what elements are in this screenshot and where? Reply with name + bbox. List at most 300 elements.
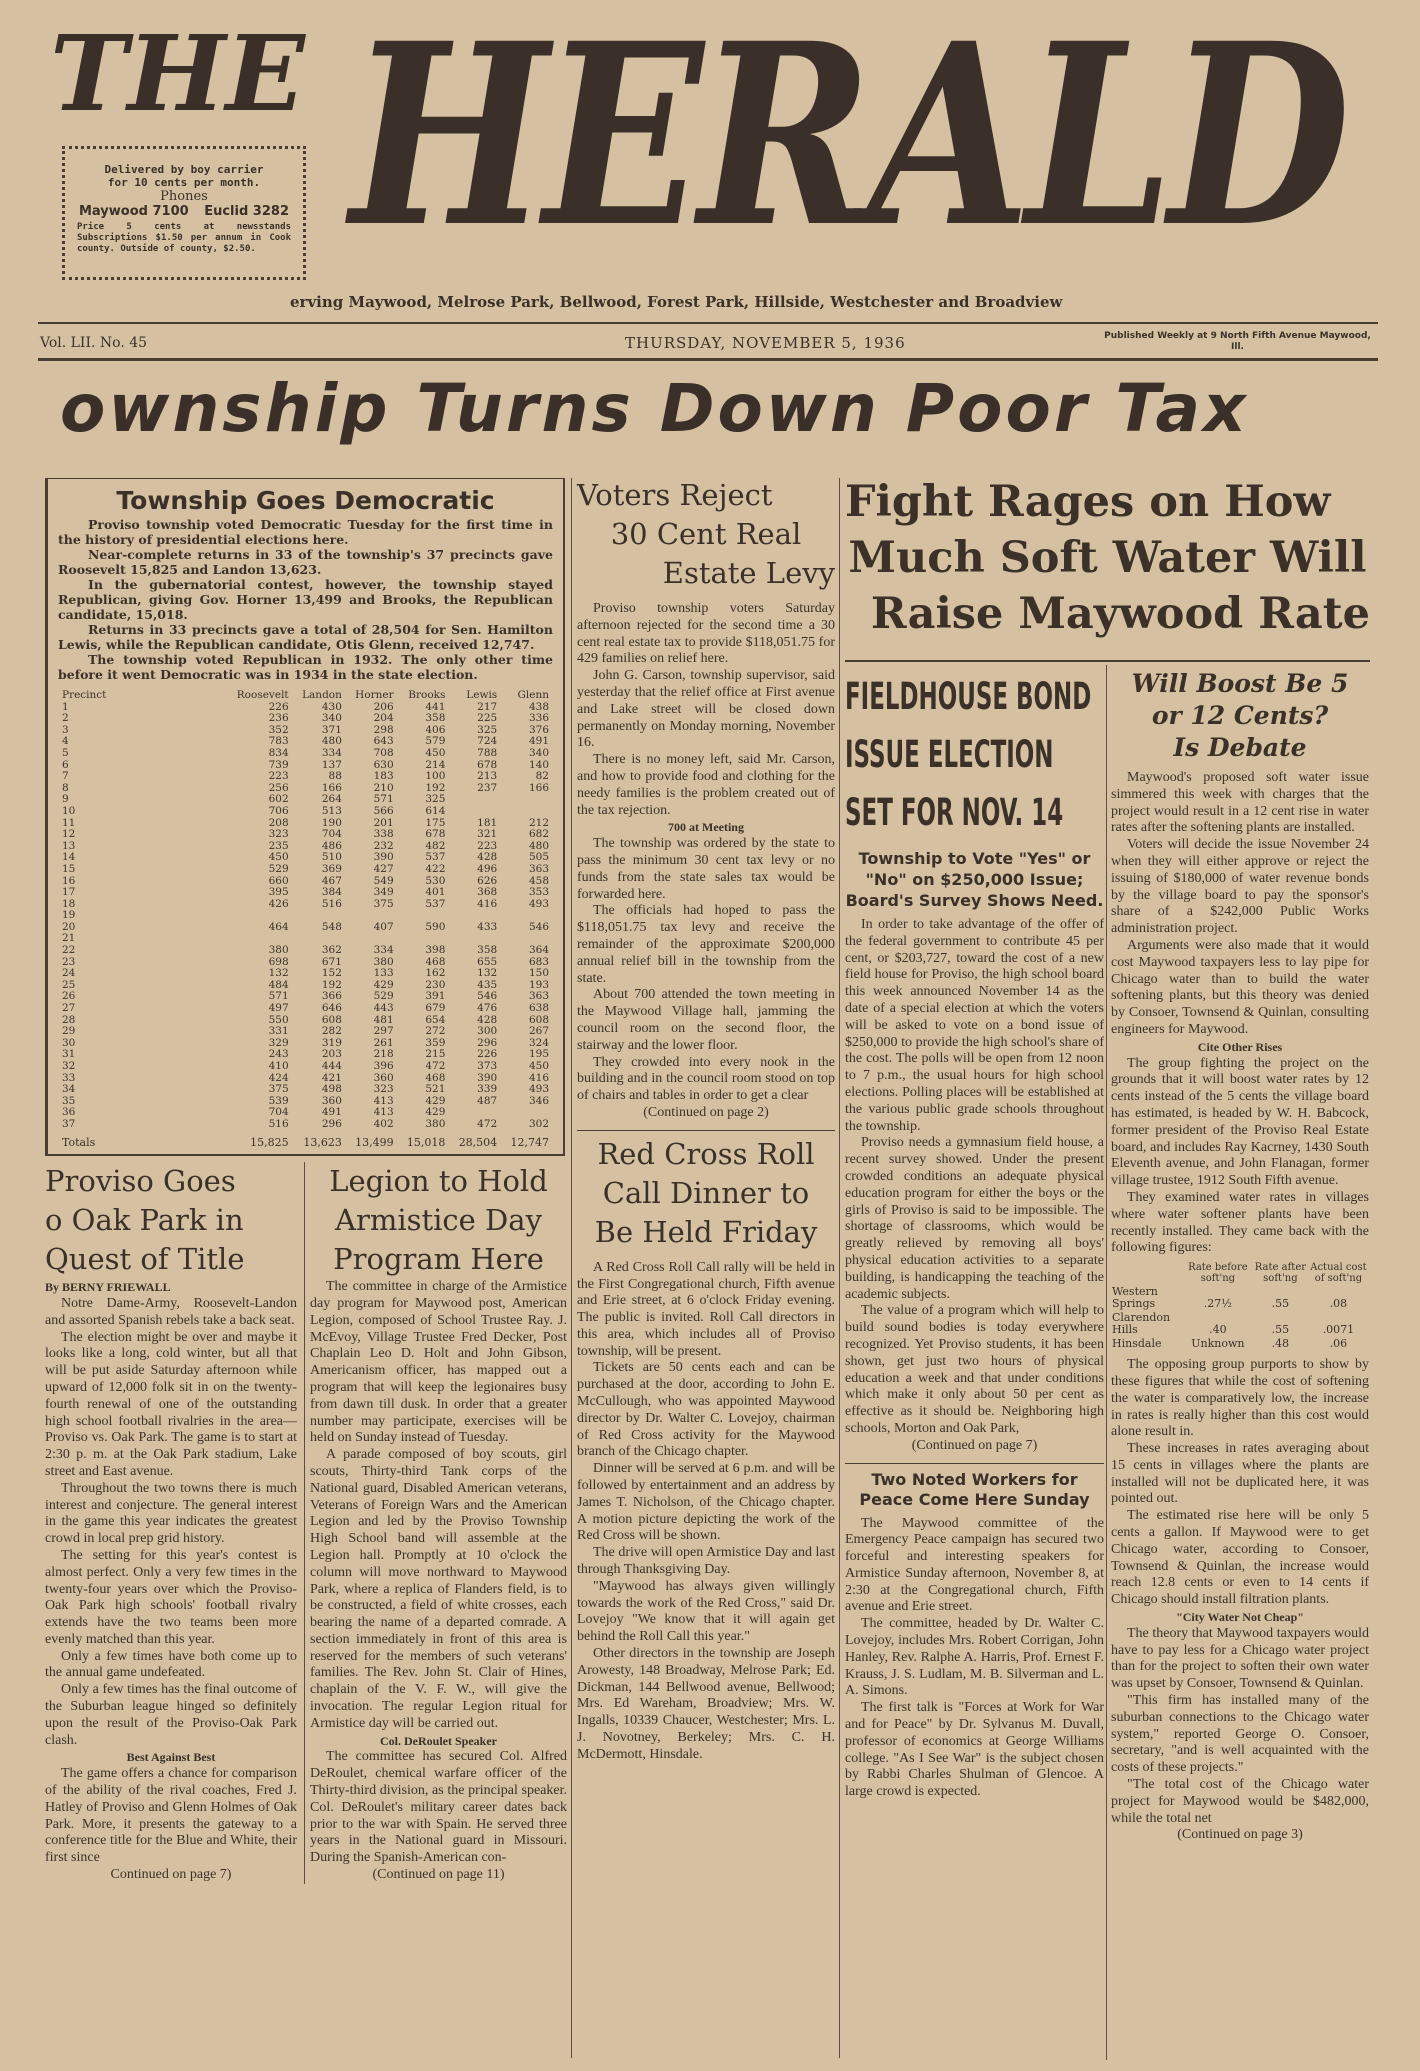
cell-value: 358: [477, 944, 498, 957]
paragraph: Only a few times have both come up to the annual game undefeated.: [45, 1648, 297, 1681]
cell-value: 162: [425, 967, 446, 980]
cell-value: 296: [321, 1117, 342, 1130]
continued-note[interactable]: (Continued on page 3): [1177, 1827, 1303, 1843]
paragraph: A Red Cross Roll Call rally will be held in the First Congregational church, Fifth avenue and Erie street, at 6 o'clock Friday evening. The public is invited. Roll Call directors in this area, which includes all of Proviso township, will be present.: [577, 1259, 835, 1359]
cell-value: 390: [477, 1071, 498, 1084]
cell-value: 396: [373, 1060, 394, 1072]
cell-value: 195: [528, 1048, 549, 1061]
paragraph: "This firm has installed many of the suburban connections to the Chicago water system," reported George O. Consoer, secretary, "and is well acquainted with the costs of these projects.": [1111, 1693, 1369, 1776]
cell-value: [501, 806, 553, 818]
cell-value: 783: [268, 735, 289, 748]
cell-value: 739: [268, 758, 289, 771]
cell-value: 655: [477, 955, 498, 968]
cell-value: 430: [321, 700, 342, 713]
cell-value: 324: [528, 1036, 549, 1049]
cell-value: 12,747: [510, 1135, 549, 1149]
paragraph: The setting for this year's contest is almost perfect. Only a very few times in the twenty-four years over which the Proviso-Oak Park high schools' football rivalry extends have the two teams been more evenly matched than this year.: [45, 1547, 297, 1647]
cell-value: 444: [321, 1060, 342, 1072]
cell-value: 323: [373, 1083, 394, 1096]
column-header: Rate after soft'ng: [1254, 1262, 1307, 1285]
cell-value: 256: [268, 781, 289, 794]
cell-value: 472: [425, 1060, 446, 1072]
cell-value: 363: [528, 862, 549, 875]
table-row: [58, 783, 553, 795]
cell-value: 218: [373, 1048, 394, 1061]
headline-line: Raise Maywood Rate: [870, 589, 1370, 639]
article-body-proviso-goes: [45, 1279, 297, 1884]
cell-value: 339: [477, 1083, 498, 1096]
cell-value: 375: [373, 897, 394, 910]
paragraph: A parade composed of boy scouts, girl scouts, Thirty-third Tank corps of the National guard, Disabled American veterans, Veterans of Foreign Wars and the American Legion and led by the Proviso Township High School band will assemble at the Legion hall. Promptly at 10 o'clock the column will move northward to Maywood Park, where a replica of Flanders field, is to be constructed, a field of white crosses, each bearing the name of a departed comrade. A section immediately in front of this area is reserved for the members of such veterans' families. The Rev. John St. Clair of Hines, chaplain of the V. F. W., will give the invocation. The regular Legion ritual for Armistice day will be carried out.: [310, 1447, 567, 1731]
cell-value: 272: [425, 1025, 446, 1038]
paragraph: The election might be over and maybe it looks like a long, cold winter, but all that will be put aside Saturday afternoon while upward of 12,000 folk sit in on the twenty-fourth renewal of one of the outstanding high school football rivalries in the area—Proviso vs. Oak Park. The game is to start at 2:30 p. m. at the Oak Park stadium, Lake street and East avenue.: [45, 1329, 297, 1479]
paragraph: In order to take advantage of the offer of the federal government to contribute 45 per cent, or $203,727, toward the cost of a new field house for Proviso, the high school board this week announced November 14 as the date of a special election at which the voters will be asked to vote on a bond issue of $250,000 to provide the high school's share of the cost. The polls will be open from 12 noon to 7 p.m., the usual hours for high school elections. Polling places will be established at the various public grade schools throughout the township.: [845, 917, 1104, 1134]
cell-value: 704: [321, 828, 342, 841]
headline-line: Armistice Day: [335, 1203, 542, 1238]
cell-value: 384: [321, 886, 342, 899]
phone-numbers: [65, 204, 303, 219]
row-label: 29: [62, 1025, 76, 1038]
cell-value: 630: [373, 758, 394, 771]
cell-value: [449, 794, 501, 806]
cell-value: 398: [425, 944, 446, 957]
cell-value: 468: [425, 955, 446, 968]
paragraph: These increases in rates averaging about 15 cents in villages where the plants are installed will not be duplicated here, it was pointed out.: [1111, 1441, 1369, 1507]
cell-value: 323: [268, 828, 289, 841]
cell-value: 406: [425, 723, 446, 736]
row-label: 5: [62, 746, 69, 759]
paragraph: John G. Carson, township supervisor, said yesterday that the relief office at First avenue and Lake street will be closed down permanently on Monday morning, November 16.: [577, 668, 835, 751]
table-row: [58, 748, 553, 760]
row-label: 9: [62, 793, 69, 806]
tagline: erving Maywood, Melrose Park, Bellwood, Forest Park, Hillside, Westchester and Broadview: [290, 293, 1063, 311]
article-headline-voters-reject: [577, 476, 835, 593]
paragraph: The opposing group purports to show by these figures that while the cost of softening the water is comparatively low, the increase in rates is really higher than this cost would alone result in.: [1111, 1357, 1369, 1440]
paragraph: Other directors in the township are Joseph Arowesty, 148 Broadway, Melrose Park; Ed. Dickman, 144 Bellwood avenue, Bellwood; Mrs. Ed Wareham, Broadview; Mrs. W. Ingalls, 10339 Chaucer, Westchester; Mrs. L. J. Novotney, Berkeley; Mrs. C. H. McDermott, Hinsdale.: [577, 1646, 835, 1762]
left-block: [45, 478, 567, 1884]
cell-value: 192: [425, 781, 446, 794]
cell-value: 375: [268, 1083, 289, 1096]
article-headline-proviso-goes: [45, 1162, 297, 1279]
table-row: [58, 922, 553, 934]
column-rule: [1106, 665, 1107, 2060]
cell-value: 352: [268, 723, 289, 736]
article-body-part: [1111, 1357, 1369, 1844]
paragraph: The estimated rise here will be only 5 cents a gallon. If Maywood were to get Chicago water, according to Consoer, Townsend & Quinlan, the increase would reach 12.8 cents or even to 14 cents if Chicago should install filtration plants.: [1111, 1508, 1369, 1608]
cell-value: 213: [477, 770, 498, 783]
headline-line: Proviso Goes: [45, 1164, 236, 1199]
article-body-legion: [310, 1279, 567, 1884]
cell-value: 380: [425, 1117, 446, 1130]
cell-value: 336: [528, 712, 549, 725]
headline-line: Quest of Title: [45, 1242, 245, 1277]
cell-value: 484: [268, 978, 289, 991]
cell-value: 208: [268, 816, 289, 829]
cell-value: 132: [268, 967, 289, 980]
cell-value: 708: [373, 746, 394, 759]
cell-value: 724: [477, 735, 498, 748]
paragraph: The first talk is "Forces at Work for War and for Peace" by Dr. Sylvanus M. Duvall, professor of economics at George Williams college. "As I See War" is the subject chosen by Rabbi Charles Shulman of Glencoe. A large crowd is expected.: [845, 1700, 1104, 1800]
paragraph: Near-complete returns in 33 of the township's 37 precincts gave Roosevelt 15,825 and Landon 13,623.: [58, 547, 553, 577]
fieldhouse-headline-wrap: [845, 668, 1107, 844]
cell-value: 362: [321, 944, 342, 957]
cell-value: 429: [425, 1106, 446, 1119]
row-label: Totals: [62, 1135, 96, 1149]
paragraph: The value of a program which will help to build sound bodies is today everywhere recognized. Yet Proviso students, it has been shown, get just two hours of physical education a week and that under conditions which make it only about 50 per cent as effective as it should be. Neighboring high schools, Morton and Oak Park,: [845, 1303, 1104, 1436]
subhead: Cite Other Rises: [1197, 1039, 1283, 1054]
cell-value: 225: [477, 712, 498, 725]
continued-note[interactable]: (Continued on page 7): [911, 1437, 1038, 1453]
cell-value: 704: [268, 1106, 289, 1119]
cell-value: 232: [373, 839, 394, 852]
table-row: [58, 864, 553, 876]
cell-value: 100: [425, 770, 446, 783]
issue-date: THURSDAY, NOVEMBER 5, 1936: [625, 334, 906, 352]
cell-value: 683: [528, 955, 549, 968]
table-header-row: [1111, 1261, 1369, 1285]
paragraph: The committee, headed by Dr. Walter C. Lovejoy, includes Mrs. Robert Corrigan, John Hanley, Rev. Ralphe A. Harris, Prof. Ernest F. Krauss, J. S. Ludlam, M. B. Silverman and L. A. Simons.: [845, 1616, 1104, 1699]
cell-value: 487: [477, 1094, 498, 1107]
cell-value: 468: [425, 1071, 446, 1084]
delivery-line: Delivered by boy carrier: [104, 163, 264, 176]
cell-value: 13,499: [355, 1135, 394, 1149]
publisher-info: Published Weekly at 9 North Fifth Avenue Maywood, Ill.: [1104, 331, 1371, 352]
paragraph: The officials had hoped to pass the $118,051.75 tax levy and receive the remainder of the approximate $200,000 annual relief bill in the township from the state.: [577, 903, 835, 986]
cell-value: 282: [321, 1025, 342, 1038]
article-body-will-boost: [1111, 770, 1369, 1844]
paragraph: Throughout the two towns there is much interest and conjecture. The general interest in the game this year indicates the greatest crowd in local prep grid history.: [45, 1480, 297, 1547]
continued-note[interactable]: (Continued on page 2): [643, 1104, 769, 1120]
cell-value: .27½: [1203, 1297, 1232, 1311]
table-row: [58, 1119, 553, 1131]
cell-value: 206: [373, 700, 394, 713]
row-label: 25: [62, 978, 76, 991]
row-label: 24: [62, 967, 76, 980]
row-label: 22: [62, 944, 76, 957]
cell-value: 133: [373, 967, 394, 980]
cell-value: 788: [477, 746, 498, 759]
cell-value: 467: [321, 874, 342, 887]
cell-value: 706: [268, 804, 289, 817]
cell-value: 678: [425, 828, 446, 841]
row-label: 16: [62, 874, 76, 887]
headline-line: o Oak Park in: [45, 1203, 244, 1238]
cell-value: 410: [268, 1060, 289, 1072]
row-label: 18: [62, 897, 76, 910]
cell-value: 28,504: [458, 1135, 498, 1149]
headline-line: Red Cross Roll: [597, 1136, 815, 1171]
row-label: Western Springs: [1112, 1285, 1158, 1311]
row-label: 17: [62, 886, 76, 899]
cell-value: 193: [528, 978, 549, 991]
cell-value: 346: [528, 1094, 549, 1107]
row-label: 2: [62, 712, 69, 725]
paragraph: The committee in charge of the Armistice day program for Maywood post, American Legion, composed of School Trustee Ray. J. McEvoy, Village Trustee Fred Decker, Post Chaplain Leo D. Holt and John Gibson, Americanism officer, has mapped out a program that will keep the legionaires busy from dawn till dusk. In order that a greater number may participate, exercises will be held on Sunday instead of Tuesday.: [310, 1279, 567, 1446]
cell-value: 380: [373, 955, 394, 968]
cell-value: 458: [528, 874, 549, 887]
table-row: [58, 794, 553, 806]
continued-note[interactable]: (Continued on page 11): [372, 1867, 505, 1883]
cell-value: 236: [268, 712, 289, 725]
cell-value: 132: [477, 967, 498, 980]
cell-value: 493: [528, 897, 549, 910]
cell-value: 215: [425, 1048, 446, 1061]
column-header: Rate before soft'ng: [1188, 1262, 1248, 1285]
article-body-part: [1111, 770, 1369, 1257]
cell-value: 380: [268, 944, 289, 957]
cell-value: 214: [425, 758, 446, 771]
cell-value: 401: [425, 886, 446, 899]
cell-value: .08: [1329, 1297, 1348, 1311]
cell-value: .55: [1271, 1323, 1290, 1337]
paragraph: The township voted Republican in 1932. The only other time before it went Democratic was in 1934 in the state election.: [58, 652, 553, 682]
cell-value: 140: [528, 758, 549, 771]
row-label: 31: [62, 1048, 76, 1061]
row-label: 11: [62, 816, 76, 829]
cell-value: 391: [425, 990, 446, 1003]
column-four: [845, 668, 1104, 1801]
continued-note[interactable]: Continued on page 7): [110, 1867, 232, 1883]
column-proviso-goes: [45, 1162, 297, 1884]
cell-value: 210: [373, 781, 394, 794]
paragraph: About 700 attended the town meeting in the Maywood Village hall, jamming the council room on the second floor, the stairway and the lower floor.: [577, 987, 835, 1053]
cell-value: 660: [268, 874, 289, 887]
cell-value: 340: [528, 746, 549, 759]
cell-value: 682: [528, 828, 549, 841]
cell-value: 530: [425, 874, 446, 887]
row-label: 27: [62, 1002, 76, 1015]
headline-line: or 12 Cents?: [1151, 701, 1329, 730]
cell-value: 571: [268, 990, 289, 1003]
cell-value: 491: [528, 735, 549, 748]
row-label: 13: [62, 839, 76, 852]
cell-value: 296: [477, 1036, 498, 1049]
cell-value: 638: [528, 1002, 549, 1015]
row-label: 23: [62, 955, 76, 968]
headline-line: Is Debate: [1173, 733, 1307, 762]
cell-value: 626: [477, 874, 498, 887]
cell-value: 481: [373, 1013, 394, 1026]
cell-value: 549: [373, 874, 394, 887]
price-info: Price 5 cents at newsstands Subscriptions $1.50 per annum in Cook county. Outside of county, $2.50.: [77, 222, 291, 254]
article-body-red-cross: [577, 1260, 835, 1764]
cell-value: 464: [268, 920, 289, 933]
cell-value: 298: [373, 723, 394, 736]
row-label: 37: [62, 1117, 76, 1130]
paragraph: Tickets are 50 cents each and can be purchased at the door, according to John E. McCullough, who was appointed Maywood director by Dr. Walter C. Lovejoy, chairman of Red Cross activity for the Maywood branch of the Chicago chapter.: [577, 1360, 835, 1460]
paragraph: Returns in 33 precincts gave a total of 28,504 for Sen. Hamilton Lewis, while the Republican candidate, Otis Glenn, received 12,747.: [58, 622, 553, 652]
cell-value: 338: [373, 828, 394, 841]
article-body-fieldhouse: [845, 917, 1104, 1455]
cell-value: 181: [477, 816, 498, 829]
cell-value: 137: [321, 758, 342, 771]
cell-value: 546: [477, 990, 498, 1003]
article-headline: Township Goes Democratic: [116, 486, 495, 515]
headline-line: Will Boost Be 5: [1131, 669, 1349, 698]
phones-label: Phones: [160, 189, 208, 204]
paragraph: "The total cost of the Chicago water project for Maywood would be $482,000, while the total net: [1111, 1777, 1369, 1826]
cell-value: 358: [425, 712, 446, 725]
cell-value: 643: [373, 735, 394, 748]
divider: [845, 660, 1370, 662]
cell-value: 360: [373, 1071, 394, 1084]
cell-value: 602: [268, 793, 289, 806]
cell-value: [449, 806, 501, 818]
cell-value: 679: [425, 1002, 446, 1015]
cell-value: 413: [373, 1106, 394, 1119]
cell-value: 390: [373, 851, 394, 864]
cell-value: 428: [477, 1013, 498, 1026]
cell-value: 450: [268, 851, 289, 864]
column-header: Precinct: [62, 689, 107, 701]
cell-value: .0071: [1322, 1323, 1355, 1337]
cell-value: 363: [528, 990, 549, 1003]
paragraph: Notre Dame-Army, Roosevelt-Landon and assorted Spanish rebels take a back seat.: [45, 1295, 297, 1328]
cell-value: 334: [373, 944, 394, 957]
row-label: 26: [62, 990, 76, 1003]
subhead: Best Against Best: [126, 1750, 216, 1765]
cell-value: 15,825: [250, 1135, 289, 1149]
cell-value: 413: [373, 1094, 394, 1107]
cell-value: 427: [373, 862, 394, 875]
column-rule: [571, 478, 572, 2058]
cell-value: 325: [477, 723, 498, 736]
phone-euclid: Euclid 3282: [204, 204, 289, 219]
divider: [38, 358, 1378, 361]
cell-value: 698: [268, 955, 289, 968]
row-label: 21: [62, 932, 76, 945]
headline-line: FIELDHOUSE BOND: [845, 675, 1092, 718]
cell-value: 190: [321, 816, 342, 829]
cell-value: .48: [1271, 1337, 1290, 1351]
cell-value: 421: [321, 1071, 342, 1084]
cell-value: 429: [425, 1094, 446, 1107]
article-headline-legion: [310, 1162, 567, 1279]
table-row: [1111, 1311, 1369, 1337]
cell-value: 152: [321, 967, 342, 980]
subhead: 700 at Meeting: [668, 820, 744, 835]
cell-value: .40: [1209, 1323, 1227, 1337]
paragraph: "Maywood has always given willingly towards the work of the Red Cross," said Dr. Lovejoy "We know that it will again get behind the Roll Call this year.": [577, 1578, 835, 1645]
cell-value: 15,018: [406, 1135, 446, 1149]
cell-value: 579: [425, 735, 446, 748]
cell-value: 433: [477, 920, 498, 933]
headline-line: Program Here: [333, 1242, 544, 1277]
cell-value: 590: [425, 920, 446, 933]
cell-value: 203: [321, 1048, 342, 1061]
cell-value: 537: [425, 851, 446, 864]
cell-value: 438: [528, 700, 549, 713]
cell-value: 521: [425, 1083, 446, 1096]
cell-value: 493: [528, 1083, 549, 1096]
paragraph: Only a few times has the final outcome of the Suburban league hinged so definitely upon the result of the Proviso-Oak Park clash.: [45, 1682, 297, 1748]
cell-value: 300: [477, 1025, 498, 1038]
row-label: 8: [62, 781, 69, 794]
row-label: 34: [62, 1083, 76, 1096]
column-header: [1111, 1261, 1183, 1285]
cell-value: 175: [425, 816, 446, 829]
cell-value: 264: [321, 793, 342, 806]
column-three: [577, 476, 835, 1764]
cell-value: 359: [425, 1036, 446, 1049]
cell-value: 491: [321, 1106, 342, 1119]
cell-value: 476: [477, 1002, 498, 1015]
column-legion: [304, 1162, 567, 1884]
cell-value: 331: [268, 1025, 289, 1038]
cell-value: 226: [477, 1048, 498, 1061]
delivery-info-box: [62, 146, 306, 280]
cell-value: 329: [268, 1036, 289, 1049]
article-headline-fight-rages: [845, 474, 1370, 642]
headline-line: SET FOR NOV. 14: [845, 791, 1064, 834]
row-label: 12: [62, 828, 76, 841]
cell-value: 450: [528, 1060, 549, 1072]
cell-value: 546: [528, 920, 549, 933]
column-header: Actual cost of soft'ng: [1310, 1262, 1367, 1285]
cell-value: 395: [268, 886, 289, 899]
table-row: [58, 829, 553, 841]
cell-value: 369: [321, 862, 342, 875]
cell-value: 319: [321, 1036, 342, 1049]
cell-value: 537: [425, 897, 446, 910]
row-label: Clarendon Hills: [1112, 1311, 1171, 1337]
cell-value: 450: [425, 746, 446, 759]
row-label: 20: [62, 920, 76, 933]
paragraph: In the gubernatorial contest, however, the township stayed Republican, giving Gov. Horner 13,499 and Brooks, the Republican candidate, 15,018.: [58, 577, 553, 622]
cell-value: 243: [268, 1048, 289, 1061]
cell-value: 230: [425, 978, 446, 991]
cell-value: 353: [528, 886, 549, 899]
cell-value: 571: [373, 793, 394, 806]
cell-value: 349: [373, 886, 394, 899]
headline-line: ISSUE ELECTION: [845, 733, 1054, 776]
paragraph: The drive will open Armistice Day and last through Thanksgiving Day.: [577, 1545, 835, 1578]
cell-value: 654: [425, 1013, 446, 1026]
article-headline-will-boost: [1111, 668, 1369, 764]
paragraph: The theory that Maywood taxpayers would have to pay less for a Chicago water project than for the project to soften their own water was upset by Consoer, Townsend & Quinlan.: [1111, 1625, 1369, 1692]
cell-value: 614: [425, 804, 446, 817]
totals-row: [58, 1131, 553, 1149]
paragraph: Maywood's proposed soft water issue simmered this week with charges that the project would result in a 12 cent rise in water rates after the softening plants are installed.: [1111, 770, 1369, 836]
table-row: [1111, 1337, 1369, 1351]
column-header: Glenn: [517, 689, 549, 701]
cell-value: 192: [321, 978, 342, 991]
article-headline-two-noted: Two Noted Workers for Peace Come Here Sunday: [845, 1463, 1104, 1510]
cell-value: 426: [268, 897, 289, 910]
table-row: [1111, 1285, 1369, 1311]
cell-value: 529: [373, 990, 394, 1003]
table-row: [58, 806, 553, 818]
cell-value: 235: [268, 839, 289, 852]
cell-value: 183: [373, 770, 394, 783]
headline-line: Voters Reject: [577, 478, 773, 512]
row-label: 1: [62, 700, 69, 713]
table-header-row: [58, 690, 553, 702]
row-label: 4: [62, 735, 69, 748]
delivery-line: for 10 cents per month.: [107, 176, 261, 189]
table-row: [58, 1061, 553, 1073]
cell-value: 428: [477, 851, 498, 864]
paragraph: The group fighting the project on the grounds that it will boost water rates by 12 cents instead of the 5 cents the village board has estimated, is headed by W. H. Babcock, former president of the Proviso Real Estate board, and includes Ray Kacrney, 1430 South Eleventh avenue, and John Flanagan, former village trustee, 1912 South Fifth avenue.: [1111, 1055, 1369, 1189]
masthead-title: HERALD: [350, 0, 1346, 282]
table-row: [58, 945, 553, 957]
cell-value: .06: [1329, 1337, 1348, 1351]
paragraph: The committee has secured Col. Alfred DeRoulet, chemical warfare officer of the Thirty-third division, as the principal speaker. Col. DeRoulet's military career dates back prior to the war with Spain. He served three years in the National guard in Missouri. During the Spanish-American con-: [310, 1749, 567, 1866]
subhead: Col. DeRoulet Speaker: [380, 1733, 497, 1748]
cell-value: 407: [373, 920, 394, 933]
phone-maywood: Maywood 7100: [79, 204, 189, 219]
cell-value: .55: [1271, 1297, 1290, 1311]
